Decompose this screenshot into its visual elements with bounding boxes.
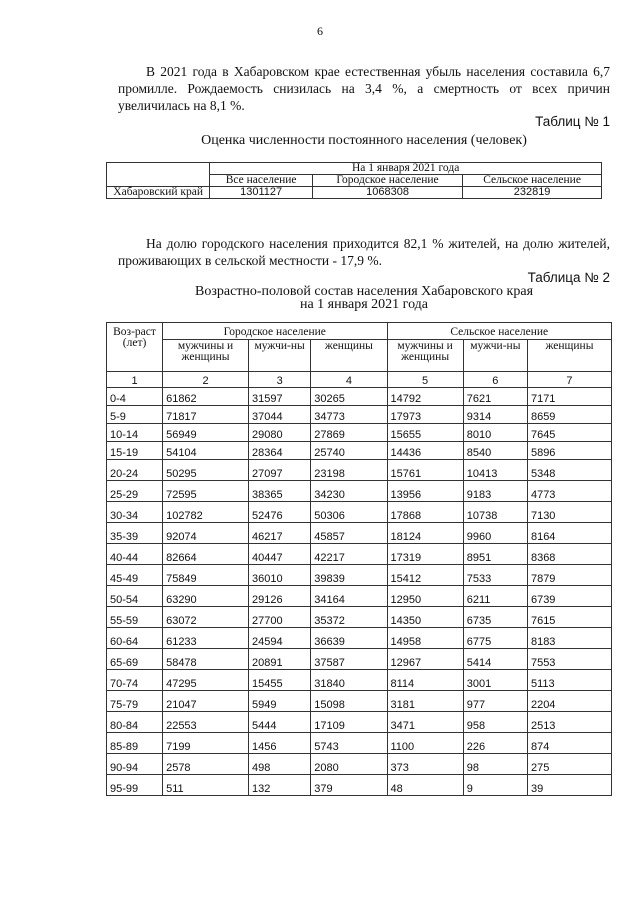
population-cell: 71817 [163,406,249,424]
rural-men-header: мужчи-ны [463,340,527,372]
table2-label: Таблица № 2 [527,270,610,285]
population-cell: 7621 [463,388,527,406]
population-cell: 8114 [387,670,463,691]
population-cell: 7130 [527,502,611,523]
population-cell: 8183 [527,628,611,649]
table1-row-label: Хабаровский край [107,187,210,199]
population-cell: 36639 [311,628,387,649]
population-cell: 37587 [311,649,387,670]
population-cell: 14958 [387,628,463,649]
table1-header-group: На 1 января 2021 года [210,163,602,175]
age-group-cell: 20-24 [107,460,163,481]
population-cell: 61862 [163,388,249,406]
age-group-cell: 30-34 [107,502,163,523]
table-row [107,670,612,691]
table1-urban-value: 1068308 [312,187,462,199]
population-cell: 39 [527,775,611,796]
population-cell: 27869 [311,424,387,442]
population-cell: 31840 [311,670,387,691]
table-row [107,649,612,670]
page-number: 6 [317,24,323,38]
age-group-cell: 50-54 [107,586,163,607]
population-cell: 17109 [311,712,387,733]
population-cell: 6735 [463,607,527,628]
population-cell: 15655 [387,424,463,442]
population-cell: 98 [463,754,527,775]
population-cell: 48 [387,775,463,796]
population-cell: 12967 [387,649,463,670]
population-cell: 15455 [248,670,310,691]
population-cell: 75849 [163,565,249,586]
population-cell: 29126 [248,586,310,607]
population-cell: 498 [248,754,310,775]
table-row [107,523,612,544]
age-group-cell: 85-89 [107,733,163,754]
population-cell: 27700 [248,607,310,628]
population-cell: 5113 [527,670,611,691]
population-cell: 10413 [463,460,527,481]
population-cell: 5414 [463,649,527,670]
population-cell: 275 [527,754,611,775]
age-group-cell: 55-59 [107,607,163,628]
population-cell: 7615 [527,607,611,628]
population-cell: 14792 [387,388,463,406]
age-group-cell: 45-49 [107,565,163,586]
population-cell: 14436 [387,442,463,460]
population-cell: 24594 [248,628,310,649]
population-cell: 25740 [311,442,387,460]
table1-col-rural: Сельское население [463,175,602,187]
population-cell: 34230 [311,481,387,502]
table-row [107,733,612,754]
population-cell: 379 [311,775,387,796]
population-estimate-table [106,162,602,199]
age-group-cell: 65-69 [107,649,163,670]
population-cell: 2513 [527,712,611,733]
population-cell: 14350 [387,607,463,628]
col-number: 4 [311,372,387,388]
population-cell: 977 [463,691,527,712]
population-cell: 72595 [163,481,249,502]
table1-col-all: Все население [210,175,313,187]
table1-label: Таблиц № 1 [535,114,610,129]
col-number: 6 [463,372,527,388]
col-number: 1 [107,372,163,388]
rural-both-header: мужчины и женщины [387,340,463,372]
population-cell: 47295 [163,670,249,691]
population-cell: 6211 [463,586,527,607]
table-row [107,442,612,460]
age-sex-table [106,322,612,796]
population-cell: 8951 [463,544,527,565]
population-cell: 9314 [463,406,527,424]
population-cell: 61233 [163,628,249,649]
table-row [107,481,612,502]
population-cell: 2204 [527,691,611,712]
rural-header: Сельское население [387,323,612,340]
age-group-cell: 90-94 [107,754,163,775]
population-cell: 3181 [387,691,463,712]
population-cell: 9183 [463,481,527,502]
population-cell: 46217 [248,523,310,544]
population-cell: 34164 [311,586,387,607]
age-group-cell: 35-39 [107,523,163,544]
population-cell: 958 [463,712,527,733]
population-cell: 1456 [248,733,310,754]
population-cell: 8659 [527,406,611,424]
col-number: 2 [163,372,249,388]
population-cell: 2578 [163,754,249,775]
population-cell: 56949 [163,424,249,442]
population-cell: 8368 [527,544,611,565]
rural-women-header: женщины [527,340,611,372]
col-number: 3 [248,372,310,388]
population-cell: 3471 [387,712,463,733]
table-row [107,628,612,649]
population-cell: 132 [248,775,310,796]
age-header: Воз-раст (лет) [107,323,163,372]
population-cell: 15098 [311,691,387,712]
population-cell: 511 [163,775,249,796]
table-row [107,502,612,523]
population-cell: 40447 [248,544,310,565]
population-cell: 38365 [248,481,310,502]
urban-men-header: мужчи-ны [248,340,310,372]
age-group-cell: 40-44 [107,544,163,565]
table1-empty-header [107,163,210,187]
population-cell: 27097 [248,460,310,481]
urban-both-header: мужчины и женщины [163,340,249,372]
population-cell: 34773 [311,406,387,424]
table-row [107,460,612,481]
population-cell: 18124 [387,523,463,544]
population-cell: 23198 [311,460,387,481]
population-cell: 7171 [527,388,611,406]
population-cell: 8164 [527,523,611,544]
age-group-cell: 25-29 [107,481,163,502]
population-cell: 5348 [527,460,611,481]
population-cell: 36010 [248,565,310,586]
population-cell: 54104 [163,442,249,460]
age-group-cell: 95-99 [107,775,163,796]
population-cell: 15412 [387,565,463,586]
age-group-cell: 5-9 [107,406,163,424]
population-cell: 102782 [163,502,249,523]
population-cell: 20891 [248,649,310,670]
population-cell: 7199 [163,733,249,754]
population-cell: 42217 [311,544,387,565]
population-cell: 45857 [311,523,387,544]
age-group-cell: 15-19 [107,442,163,460]
population-cell: 5949 [248,691,310,712]
population-cell: 8010 [463,424,527,442]
population-cell: 15761 [387,460,463,481]
population-cell: 5896 [527,442,611,460]
table1-title: Оценка численности постоянного населения (человек) [201,133,527,148]
table2-title [118,285,610,311]
population-cell: 58478 [163,649,249,670]
table-row [107,754,612,775]
population-cell: 5444 [248,712,310,733]
population-cell: 4773 [527,481,611,502]
table-row [107,775,612,796]
population-cell: 8540 [463,442,527,460]
urban-women-header: женщины [311,340,387,372]
table2-title-line1: Возрастно-половой состав населения Хабаровского края [194,284,534,299]
age-group-cell: 75-79 [107,691,163,712]
population-cell: 31597 [248,388,310,406]
population-cell: 9960 [463,523,527,544]
column-number-row [107,372,612,388]
population-cell: 30265 [311,388,387,406]
population-cell: 28364 [248,442,310,460]
age-group-cell: 80-84 [107,712,163,733]
table-row [107,424,612,442]
table-row [107,388,612,406]
population-cell: 63290 [163,586,249,607]
paragraph-natural-decline: В 2021 года в Хабаровском крае естественная убыль населения составила 6,7 промилле. Рождаемость снизилась на 3,4 %, а смертность от всех причин увеличилась на 8,1 %. [118,64,610,113]
population-cell: 1100 [387,733,463,754]
population-cell: 92074 [163,523,249,544]
table1-all-value: 1301127 [210,187,313,199]
table-row [107,544,612,565]
population-cell: 22553 [163,712,249,733]
population-cell: 7645 [527,424,611,442]
col-number: 5 [387,372,463,388]
population-cell: 35372 [311,607,387,628]
population-cell: 6739 [527,586,611,607]
population-cell: 50295 [163,460,249,481]
table-row [107,586,612,607]
age-group-cell: 70-74 [107,670,163,691]
population-cell: 63072 [163,607,249,628]
population-cell: 39839 [311,565,387,586]
table-row [107,691,612,712]
population-cell: 13956 [387,481,463,502]
age-group-cell: 60-64 [107,628,163,649]
population-cell: 82664 [163,544,249,565]
population-cell: 21047 [163,691,249,712]
population-cell: 12950 [387,586,463,607]
population-cell: 17319 [387,544,463,565]
population-cell: 10738 [463,502,527,523]
population-cell: 29080 [248,424,310,442]
population-cell: 226 [463,733,527,754]
population-cell: 6775 [463,628,527,649]
population-cell: 37044 [248,406,310,424]
population-cell: 50306 [311,502,387,523]
table1-col-urban: Городское население [312,175,462,187]
table2-title-line2: на 1 января 2021 года [299,297,429,312]
table-row [107,607,612,628]
paragraph-urban-share: На долю городского населения приходится 82,1 % жителей, на долю жителей, проживающих в сельской местности - 17,9 %. [118,236,610,268]
population-cell: 7879 [527,565,611,586]
population-cell: 9 [463,775,527,796]
table1-rural-value: 232819 [463,187,602,199]
table-row [107,406,612,424]
table-row [107,565,612,586]
population-cell: 373 [387,754,463,775]
population-cell: 2080 [311,754,387,775]
population-cell: 17973 [387,406,463,424]
population-cell: 52476 [248,502,310,523]
population-cell: 7533 [463,565,527,586]
col-number: 7 [527,372,611,388]
population-cell: 17868 [387,502,463,523]
population-cell: 7553 [527,649,611,670]
age-group-cell: 10-14 [107,424,163,442]
population-cell: 3001 [463,670,527,691]
population-cell: 5743 [311,733,387,754]
urban-header: Городское население [163,323,387,340]
population-cell: 874 [527,733,611,754]
age-group-cell: 0-4 [107,388,163,406]
table-row [107,712,612,733]
